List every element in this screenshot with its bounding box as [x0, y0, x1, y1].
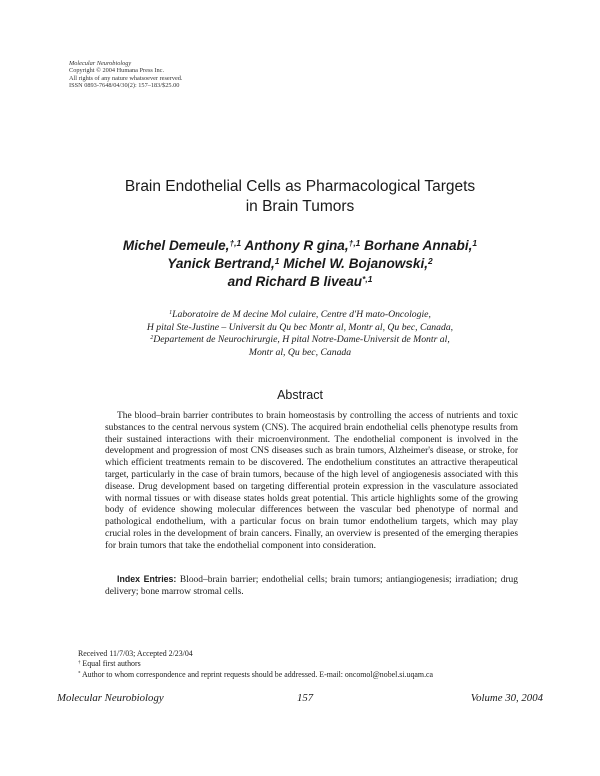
author-list: [0, 237, 600, 291]
asterisk-mark: *: [78, 671, 81, 677]
affiliation-line-1: $^1$Laboratoire de M decine Mol culaire, Centre d'H mato-Oncologie,: [169, 309, 431, 320]
article-title: [0, 177, 600, 217]
author-affiliation-mark: 2: [428, 255, 433, 266]
author-name: Anthony R gina,: [241, 238, 349, 253]
author-affiliation-mark: 1: [472, 237, 478, 248]
affiliation-mark: 1: [169, 310, 173, 317]
correspondence-note: * Author to whom correspondence and reprint requests should be addressed. E-mail: oncomol@nobel.si.uqam.ca: [78, 669, 434, 679]
author-affiliation-mark: *,1: [362, 273, 373, 284]
affiliation-mark: 2: [150, 335, 154, 342]
title-line-2: in Brain Tumors: [245, 198, 355, 215]
author-line-2: [0, 255, 600, 273]
journal-header: [69, 60, 182, 89]
affiliation-line-2: H pital Ste-Justine – Universit du Qu bec Montr al, Montr al, Qu bec, Canada,: [146, 321, 454, 333]
page-number: 157: [297, 692, 314, 704]
footer-volume: Volume 30, 2004: [470, 692, 543, 704]
author-affiliation-mark: †,1: [229, 237, 242, 248]
affiliation-line-4: Montr al, Qu bec, Canada: [248, 346, 352, 358]
author-name: Borhane Annabi,: [360, 238, 473, 253]
author-name: and Richard B liveau: [227, 274, 363, 289]
author-line-1: [0, 237, 600, 255]
index-entries-text: Blood–brain barrier; endothelial cells; brain tumors; antiangiogenesis; irradiation; drug delivery; bone marrow stromal cells.: [105, 575, 518, 597]
author-affiliation-mark: 1: [274, 255, 280, 266]
dagger-mark: †: [78, 660, 81, 666]
author-line-3: [0, 273, 600, 291]
header-copyright: Copyright © 2004 Humana Press Inc.: [69, 67, 165, 75]
abstract-heading: Abstract: [277, 388, 323, 402]
equal-authors-note: † Equal first authors: [78, 659, 141, 669]
footnotes: [78, 649, 433, 680]
author-affiliation-mark: †,1: [348, 237, 361, 248]
index-entries: [105, 574, 518, 599]
title-line-1: Brain Endothelial Cells as Pharmacological Targets: [124, 178, 476, 195]
affiliation-line-3: $^2$Departement de Neurochirurgie, H pital Notre-Dame-Universit de Montr al,: [150, 334, 450, 346]
header-rights: All rights of any nature whatsoever reserved.: [69, 74, 183, 82]
author-name: Michel Demeule,: [122, 238, 230, 253]
abstract-text: The blood–brain barrier contributes to brain homeostasis by controlling the access of nutrients and toxic substances to the central nervous system (CNS). The acquired brain endothelial cells phenotype results from their sustained interactions with their microenvironment. The endothelial component is involved in the development and progression of most CNS diseases such as brain tumors, Alzheimer's disease, or stroke, for which efficient treatments remain to be discovered. The endothelium constitutes an attractive therapeutical target, particularly in the case of brain tumors, because of the high level of angiogenesis associated with this disease. Drug development based on targeting differential protein expression in the vasculature associated with normal tissues or with disease states holds great potential. This article highlights some of the growing body of evidence showing molecular differences between the vascular bed phenotype of normal and pathological endothelium, with a particular focus on brain tumor endothelium targets, which may play crucial roles in the development of brain cancers. Finally, an overview is presented of the emerging therapies for brain tumors that take the endothelial component into consideration.: [105, 411, 518, 551]
index-entries-label: Index Entries:: [117, 574, 177, 584]
affiliations: [0, 309, 600, 359]
header-issn: ISSN 0893-7648/04/30(2): 157–183/$25.00: [69, 81, 180, 89]
footer-journal: Molecular Neurobiology: [57, 692, 164, 704]
author-name: Michel W. Bojanowski,: [279, 256, 429, 271]
author-name: Yanick Bertrand,: [167, 256, 275, 271]
header-journal: Molecular Neurobiology: [69, 60, 132, 67]
received-note: Received 11/7/03; Accepted 2/23/04: [78, 649, 193, 658]
